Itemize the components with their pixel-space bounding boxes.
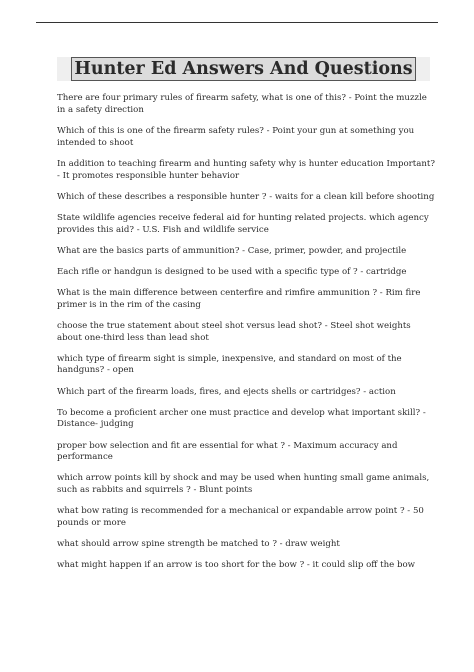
qa-item: what bow rating is recommended for a mechanical or expandable arrow point ? - 50 pounds or more xyxy=(57,506,424,529)
top-rule xyxy=(36,22,438,23)
document-title-text: Hunter Ed Answers And Questions xyxy=(71,57,415,81)
qa-item: what might happen if an arrow is too short for the bow ? - it could slip off the bow xyxy=(57,560,415,571)
qa-item: proper bow selection and fit are essential for what ? - Maximum accuracy and performance xyxy=(57,440,398,463)
qa-list xyxy=(57,93,437,581)
qa-item: In addition to teaching firearm and hunting safety why is hunter education Important? - It promotes responsible hunter behavior xyxy=(57,158,435,181)
qa-item: Which of this is one of the firearm safety rules? - Point your gun at something you intended to shoot xyxy=(57,125,415,148)
qa-item: What is the main difference between centerfire and rimfire ammunition ? - Rim fire primer is in the rim of the casing xyxy=(57,287,421,310)
qa-item: What are the basics parts of ammunition? - Case, primer, powder, and projectile xyxy=(57,245,407,256)
title-bar xyxy=(57,57,430,81)
qa-item: There are four primary rules of firearm safety, what is one of this? - Point the muzzle in a safety direction xyxy=(57,93,427,115)
qa-item: Which part of the firearm loads, fires, and ejects shells or cartridges? - action xyxy=(57,386,396,397)
qa-item: which arrow points kill by shock and may be used when hunting small game animals, such as rabbits and squirrels ? - Blunt points xyxy=(57,473,430,496)
qa-item: State wildlife agencies receive federal aid for hunting related projects. which agency provides this aid? - U.S. Fish and wildlife service xyxy=(57,212,429,235)
qa-item: To become a proficient archer one must practice and develop what important skill? - Distance- judging xyxy=(57,407,426,430)
qa-item: which type of firearm sight is simple, inexpensive, and standard on most of the handguns? - open xyxy=(57,353,402,376)
qa-item: what should arrow spine strength be matched to ? - draw weight xyxy=(57,539,340,550)
qa-item: choose the true statement about steel shot versus lead shot? - Steel shot weights about one-third less than lead shot xyxy=(57,320,411,343)
document-title xyxy=(57,57,430,81)
qa-item: Which of these describes a responsible hunter ? - waits for a clean kill before shooting xyxy=(57,191,435,202)
qa-item: Each rifle or handgun is designed to be used with a specific type of ? - cartridge xyxy=(57,266,407,277)
